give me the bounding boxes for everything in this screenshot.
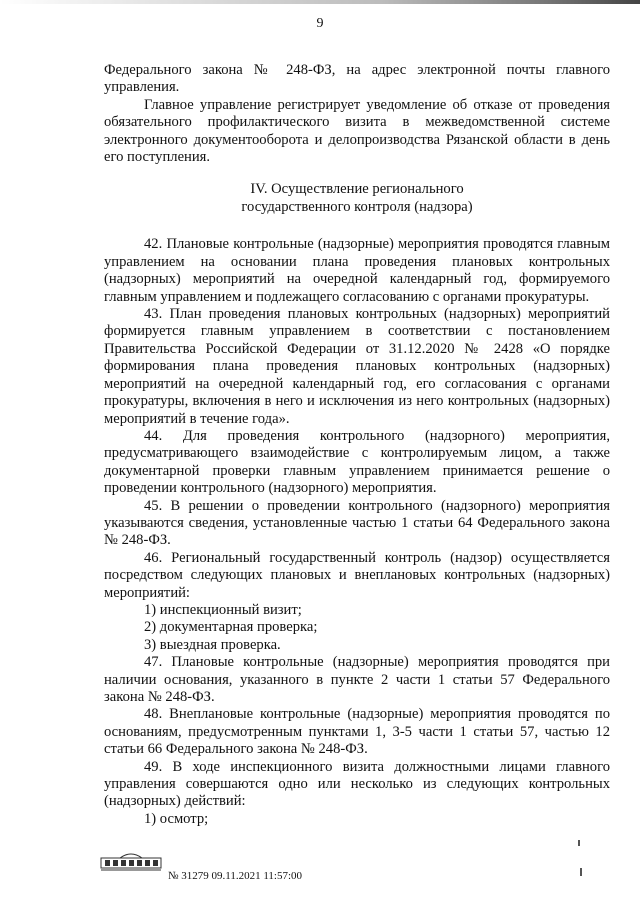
clause-48: 48. Внеплановые контрольные (надзорные) мероприятия проводятся по основаниям, предусмотренным пунктами 1, 3-5 части 1 статьи 57, частью 12 статьи 66 Федерального закона № 248-ФЗ. [104,706,610,758]
scan-mark [578,840,580,846]
scan-mark [580,868,582,876]
scan-top-edge [0,0,640,4]
clause-46: 46. Региональный государственный контроль (надзор) осуществляется посредством следующих плановых и внеплановых контрольных (надзорных) мероприятий: [104,549,610,601]
clause-44: 44. Для проведения контрольного (надзорного) мероприятия, предусматривающего взаимодействие с контролируемым лицом, а также документарной проверки главным управлением принимается решение о проведении контрольного (надзорного) мероприятия. [104,427,610,497]
section-title-line-1: IV. Осуществление регионального [250,181,464,198]
clause-42: 42. Плановые контрольные (надзорные) мероприятия проводятся главным управлением на основании плана проведения плановых контрольных (надзорных) мероприятий на очередной календарный год, формируемого главным управлением и подлежащего согласованию с органами прокуратуры. [104,236,610,305]
paragraph-continuation: Федерального закона № 248-ФЗ, на адрес электронной почты главного управления. [104,62,610,96]
clause-47: 47. Плановые контрольные (надзорные) мероприятия проводятся при наличии основания, указанного в пункте 2 части 1 статьи 57 Федерального закона № 248-ФЗ. [104,654,610,705]
list-item-onsite-check: 3) выездная проверка. [144,636,281,653]
page-number: 9 [316,16,324,31]
clause-45: 45. В решении о проведении контрольного (надзорного) мероприятия указываются сведения, установленные частью 1 статьи 64 Федерального закона № 248-ФЗ. [104,497,610,549]
registration-footer: № 31279 09.11.2021 11:57:00 [168,870,303,882]
clause-49: 49. В ходе инспекционного визита должностными лицами главного управления совершаются одно или несколько из следующих контрольных (надзорных) действий: [104,758,610,810]
list-item-inspection-visit: 1) инспекционный визит; [144,601,302,618]
section-title [104,180,610,216]
document-body [104,62,610,828]
paragraph-registration: Главное управление регистрирует уведомление об отказе от проведения обязательного профилактического визита в межведомственной системе электронного документооборота и делопроизводства Рязанской области в день его поступления. [104,96,610,166]
registry-stamp-icon [100,850,162,872]
list-item-documentary-check: 2) документарная проверка; [144,619,318,636]
section-title-line-2: государственного контроля (надзора) [241,199,473,216]
list-item-inspection: 1) осмотр; [144,810,209,827]
clause-43: 43. План проведения плановых контрольных (надзорных) мероприятий формируется главным управлением в соответствии с постановлением Правительства Российской Федерации от 31.12.2020 № 2428 «О порядке формирования плана проведения плановых контрольных (надзорных) мероприятий на очередной календарный год, его согласования с органами прокуратуры, включения в него и исключения из него контрольных (надзорных) мероприятий в течение года». [104,306,610,427]
